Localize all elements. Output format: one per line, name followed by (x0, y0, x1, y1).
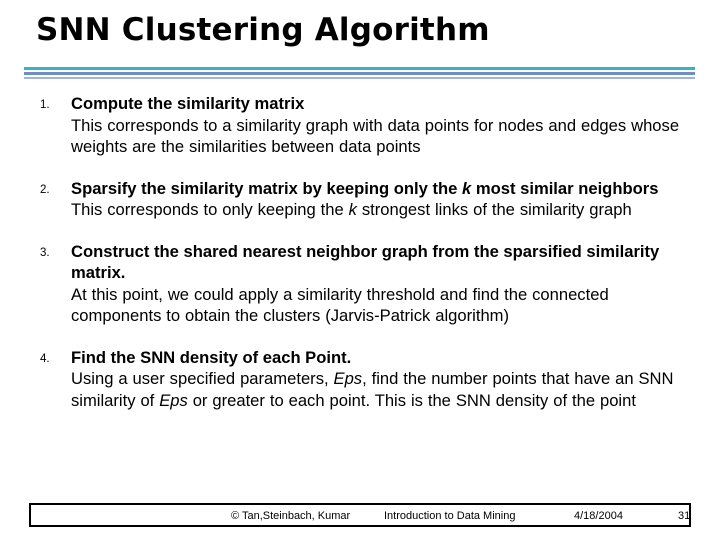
eps-parameter: Eps (159, 390, 188, 410)
eps-parameter: Eps (333, 369, 363, 388)
step-body: At this point, we could apply a similarity threshold and find the connected components to obtain the clusters (Jarvis-Patrick algorithm) (71, 284, 609, 325)
list-item-step-3 (40, 241, 690, 327)
step-number: 1. (40, 99, 50, 111)
k-variable: k (348, 200, 357, 219)
list-item-step-4 (40, 347, 690, 412)
footer-copyright: © Tan,Steinbach, Kumar (231, 510, 351, 522)
step-body (71, 199, 690, 221)
step-number: 4. (40, 352, 50, 365)
title-rule-bottom (24, 77, 695, 79)
slide-footer (29, 503, 691, 527)
step-number: 2. (40, 183, 50, 196)
list-item-step-1 (40, 93, 690, 158)
step-body-text: or greater to each point. This is the SNN density of the point (187, 390, 636, 410)
step-body-text: Using a user specified parameters, (71, 369, 334, 388)
step-body-text: , find the number points that have an SNN similarity of (71, 369, 674, 410)
step-heading-text: most similar neighbors (471, 178, 659, 198)
title-rule-top (24, 67, 695, 70)
footer-course-title: Introduction to Data Mining (384, 510, 516, 522)
step-body-text: strongest links of the similarity graph (356, 200, 632, 219)
step-body: This corresponds to a similarity graph with data points for nodes and edges whose weights are the similarities between data points (71, 115, 680, 156)
step-heading (71, 178, 690, 200)
footer-date: 4/18/2004 (574, 510, 623, 522)
step-heading: Construct the shared nearest neighbor graph from the sparsified similarity matrix. (71, 241, 660, 282)
footer-page-number: 31 (678, 510, 691, 522)
list-item-step-2 (40, 178, 690, 221)
slide-title: SNN Clustering Algorithm (36, 12, 490, 48)
step-heading: Compute the similarity matrix (71, 94, 305, 113)
step-body-text: This corresponds to only keeping the (71, 200, 349, 219)
step-number: 3. (40, 246, 50, 259)
step-heading-text: Sparsify the similarity matrix by keeping only the (71, 178, 462, 198)
k-variable: k (462, 178, 472, 198)
algorithm-steps-list (40, 93, 690, 411)
step-body (71, 368, 690, 411)
step-heading: Find the SNN density of each Point. (71, 347, 352, 367)
title-rule-middle (24, 72, 695, 75)
